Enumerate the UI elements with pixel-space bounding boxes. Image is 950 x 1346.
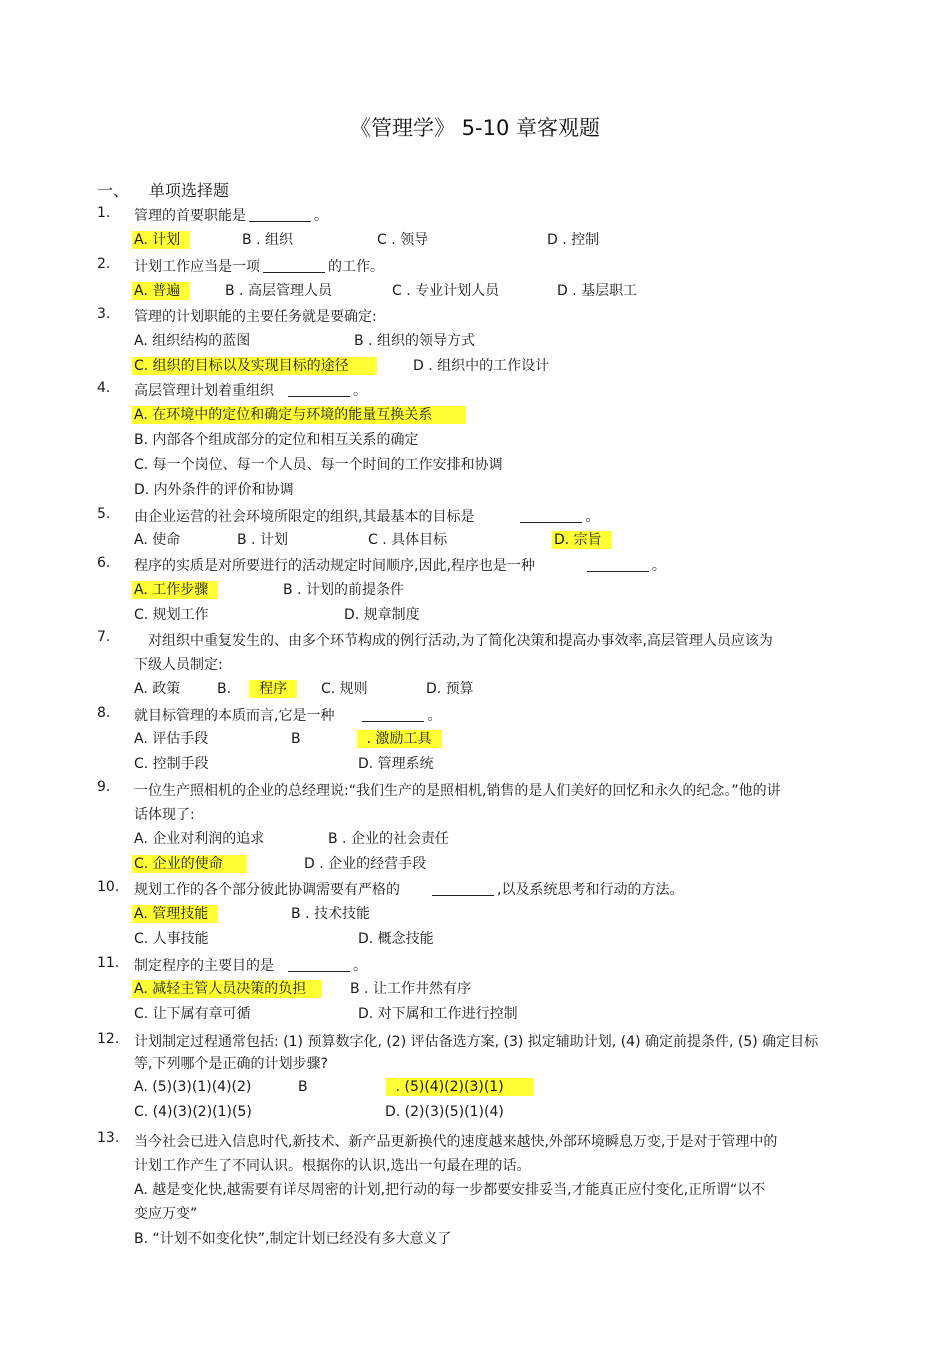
option-d: D. 概念技能 xyxy=(358,931,434,947)
option-b: B . 计划的前提条件 xyxy=(283,582,404,598)
option-a: A. 使命 xyxy=(134,532,181,548)
question-number: 9. xyxy=(97,779,111,795)
option-d: D . 企业的经营手段 xyxy=(304,856,427,872)
stem-text-end: 。 xyxy=(651,558,666,574)
option-letter: B xyxy=(291,731,301,747)
answer-blank xyxy=(288,958,350,972)
option-a: A. 企业对利润的追求 xyxy=(134,831,265,847)
answer-blank xyxy=(520,509,582,523)
option-text: D. 宗旨 xyxy=(552,531,612,549)
option-a xyxy=(134,978,322,998)
question-number: 11. xyxy=(97,955,120,971)
question-number: 1. xyxy=(97,205,111,221)
option-a xyxy=(134,280,190,300)
option-text: A. 计划 xyxy=(132,231,190,249)
stem-text-end: 。 xyxy=(353,383,367,399)
option-text: . 激励工具 xyxy=(357,730,442,748)
option-d xyxy=(554,529,612,549)
option-letter: B. xyxy=(217,681,232,697)
option-b: B. “计划不如变化快”,制定计划已经没有多大意义了 xyxy=(134,1231,452,1247)
question-stem: 对组织中重复发生的、由多个环节构成的例行活动,为了简化决策和提高办事效率,高层管理人员应该为下级人员制定: xyxy=(134,633,773,673)
option-d: D. (2)(3)(5)(1)(4) xyxy=(385,1104,504,1120)
option-c: C . 领导 xyxy=(377,232,429,248)
option-a xyxy=(134,404,466,424)
option-b: B . 技术技能 xyxy=(291,906,370,922)
answer-blank xyxy=(249,208,311,222)
option-text: A. 工作步骤 xyxy=(132,581,218,599)
option-b: B . 组织的领导方式 xyxy=(354,333,475,349)
option-text: 程序 xyxy=(249,680,297,698)
option-a xyxy=(134,903,218,923)
stem-text: 管理的首要职能是 xyxy=(134,208,246,224)
option-b: B . 企业的社会责任 xyxy=(328,831,449,847)
page-title: 《管理学》 5-10 章客观题 xyxy=(349,116,600,140)
option-d: D. 内外条件的评价和协调 xyxy=(134,482,294,498)
question-stem xyxy=(134,205,328,225)
question-number: 7. xyxy=(97,629,111,645)
answer-blank xyxy=(263,259,325,273)
option-c: C. 控制手段 xyxy=(134,756,209,772)
section-heading xyxy=(97,178,229,201)
question-number: 8. xyxy=(97,705,111,721)
question-number: 12. xyxy=(97,1031,120,1047)
option-b xyxy=(298,1079,534,1095)
option-c: C. 让下属有章可循 xyxy=(134,1006,251,1022)
option-c xyxy=(134,355,377,375)
answer-blank xyxy=(362,708,424,722)
option-a: A. 组织结构的蓝图 xyxy=(134,333,251,349)
option-b: B . 让工作井然有序 xyxy=(350,981,471,997)
option-d: D. 预算 xyxy=(426,681,474,697)
stem-text: 规划工作的各个部分彼此协调需要有严格的 xyxy=(134,882,400,898)
option-a: A. 越是变化快,越需要有详尽周密的计划,把行动的每一步都要安排妥当,才能真正应付变化,正所谓“以不变应万变” xyxy=(134,1182,766,1222)
option-b: B . 组织 xyxy=(242,232,293,248)
stem-text: 由企业运营的社会环境所限定的组织,其最基本的目标是 xyxy=(134,509,475,525)
option-text: C. 企业的使命 xyxy=(132,855,247,873)
question-stem: 一位生产照相机的企业的总经理说:“我们生产的是照相机,销售的是人们美好的回忆和永久的纪念。”他的讲话体现了: xyxy=(134,783,781,823)
option-c: C . 专业计划人员 xyxy=(392,283,500,299)
question-number: 4. xyxy=(97,380,111,396)
stem-text-end: 的工作。 xyxy=(328,259,384,275)
stem-text: 就目标管理的本质而言,它是一种 xyxy=(134,708,335,724)
option-b: B. 内部各个组成部分的定位和相互关系的确定 xyxy=(134,432,419,448)
question-number: 6. xyxy=(97,555,111,571)
option-d: D . 基层职工 xyxy=(557,283,638,299)
option-c: C. 规划工作 xyxy=(134,607,209,623)
option-c: C . 具体目标 xyxy=(368,532,448,548)
stem-text: 制定程序的主要目的是 xyxy=(134,958,274,974)
option-c: C. 每一个岗位、每一个人员、每一个时间的工作安排和协调 xyxy=(134,457,503,473)
option-c: C. (4)(3)(2)(1)(5) xyxy=(134,1104,252,1120)
stem-text-end: 。 xyxy=(314,208,328,224)
stem-text-end: 。 xyxy=(585,509,600,525)
option-c: C. 人事技能 xyxy=(134,931,209,947)
question-stem xyxy=(134,879,683,899)
stem-text: 高层管理计划着重组织 xyxy=(134,383,274,399)
question-number: 3. xyxy=(97,306,111,322)
question-number: 10. xyxy=(97,879,120,895)
option-text: A. 在环境中的定位和确定与环境的能量互换关系 xyxy=(132,406,466,424)
option-a: A. 政策 xyxy=(134,681,181,697)
option-text: A. 普遍 xyxy=(132,282,190,300)
option-d: D. 对下属和工作进行控制 xyxy=(358,1006,518,1022)
answer-blank xyxy=(288,383,350,397)
answer-blank xyxy=(432,882,494,896)
option-a xyxy=(134,579,218,599)
question-stem xyxy=(134,256,384,276)
option-b: B . 高层管理人员 xyxy=(225,283,332,299)
question-stem xyxy=(134,955,367,975)
option-d: D. 规章制度 xyxy=(344,607,420,623)
stem-text-end: ,以及系统思考和行动的方法。 xyxy=(497,882,684,898)
question-number: 13. xyxy=(97,1130,120,1146)
option-b: B . 计划 xyxy=(237,532,288,548)
question-stem xyxy=(134,380,367,400)
option-a: A. (5)(3)(1)(4)(2) xyxy=(134,1079,252,1095)
question-stem: 计划制定过程通常包括: (1) 预算数字化, (2) 评估备选方案, (3) 拟定辅助计划, (4) 确定前提条件, (5) 确定目标等,下列哪个是正确的计划步骤? xyxy=(134,1034,819,1072)
option-b xyxy=(217,678,297,698)
question-stem xyxy=(134,705,441,725)
option-b xyxy=(291,728,442,748)
option-letter: B xyxy=(298,1079,308,1095)
stem-text: 计划工作应当是一项 xyxy=(134,259,260,275)
question-stem xyxy=(134,555,666,575)
section-number: 一、 xyxy=(97,181,130,200)
option-c xyxy=(134,853,247,873)
option-d: D. 管理系统 xyxy=(358,756,434,772)
option-text: A. 减轻主管人员决策的负担 xyxy=(132,980,322,998)
option-c: C. 规则 xyxy=(321,681,368,697)
option-d: D . 控制 xyxy=(547,232,600,248)
question-stem xyxy=(134,506,599,526)
question-stem: 当今社会已进入信息时代,新技术、新产品更新换代的速度越来越快,外部环境瞬息万变,于是对于管理中的计划工作产生了不同认识。根据你的认识,选出一句最在理的话。 xyxy=(134,1134,778,1174)
stem-text-end: 。 xyxy=(353,958,367,974)
option-d: D . 组织中的工作设计 xyxy=(413,358,550,374)
option-text: . (5)(4)(2)(3)(1) xyxy=(386,1078,534,1096)
stem-text: 程序的实质是对所要进行的活动规定时间顺序,因此,程序也是一种 xyxy=(134,558,535,574)
option-text: C. 组织的目标以及实现目标的途径 xyxy=(132,357,377,375)
option-text: A. 管理技能 xyxy=(132,905,218,923)
section-title: 单项选择题 xyxy=(149,181,230,200)
question-stem: 管理的计划职能的主要任务就是要确定: xyxy=(134,309,377,325)
option-a xyxy=(134,229,190,249)
question-number: 2. xyxy=(97,256,111,272)
stem-text-end: 。 xyxy=(427,708,442,724)
question-number: 5. xyxy=(97,506,111,522)
option-a: A. 评估手段 xyxy=(134,731,209,747)
answer-blank xyxy=(587,558,649,572)
